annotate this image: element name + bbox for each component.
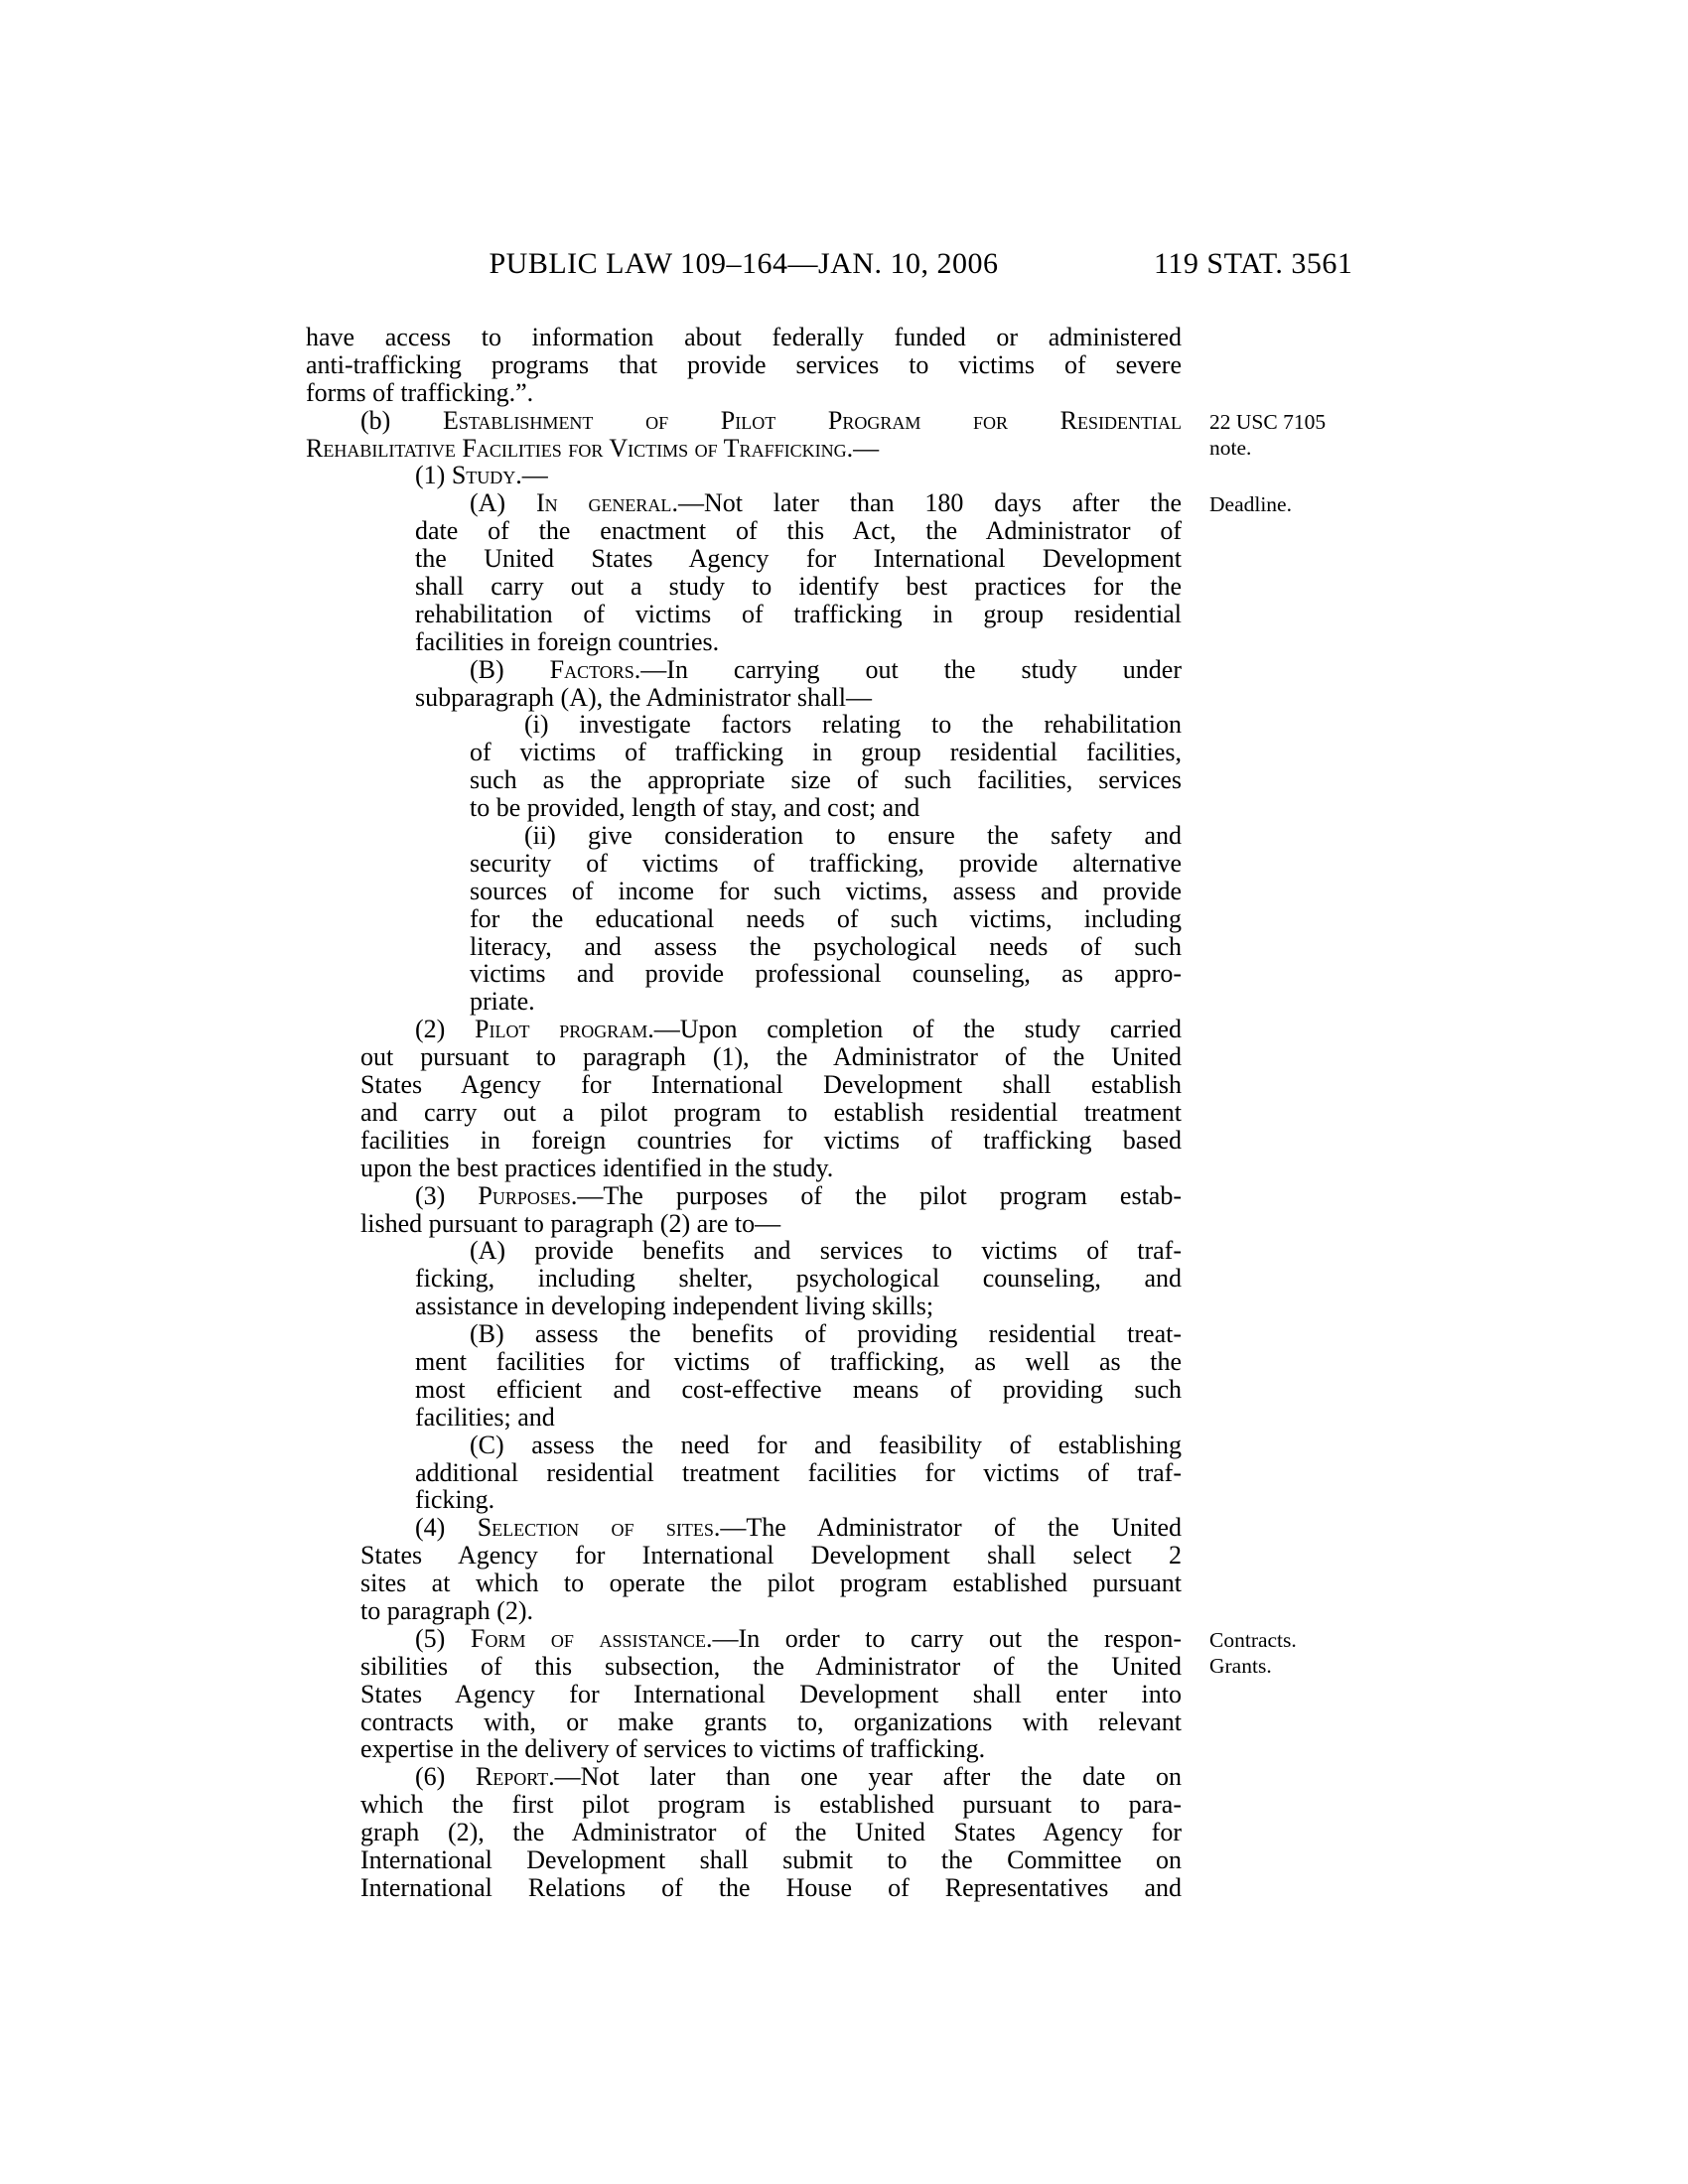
- body-line: [306, 684, 1182, 712]
- body-line: [306, 573, 1182, 601]
- body-line: [306, 545, 1182, 573]
- body-text: assistance in developing independent living skills;: [415, 1292, 934, 1321]
- body-text: (B): [470, 654, 550, 684]
- running-header-stat-citation: 119 STAT. 3561: [1154, 247, 1353, 280]
- body-text: the United States Agency for International Development: [415, 544, 1182, 574]
- body-text: (B) assess the benefits of providing residential treat-: [470, 1319, 1182, 1349]
- body-text: States Agency for International Development shall select 2: [360, 1541, 1182, 1570]
- body-line: [306, 1653, 1182, 1681]
- body-line: [306, 1210, 1182, 1238]
- body-line: [306, 1320, 1182, 1348]
- body-text: most efficient and cost-effective means of providing such: [415, 1374, 1182, 1404]
- margin-note: [1209, 1627, 1297, 1679]
- body-line: [306, 1625, 1182, 1653]
- small-caps-heading-text: Rehabilitative Facilities for Victims of Trafficking: [306, 433, 847, 463]
- body-text: graph (2), the Administrator of the United States Agency for: [360, 1818, 1182, 1847]
- body-text: (A): [470, 488, 536, 518]
- body-text: forms of trafficking.”.: [306, 377, 534, 407]
- body-line: [306, 1265, 1182, 1293]
- body-text: for the educational needs of such victims, including: [470, 903, 1182, 933]
- body-line: [306, 1708, 1182, 1736]
- body-text: upon the best practices identified in the study.: [360, 1153, 834, 1182]
- body-text: sites at which to operate the pilot program established pursuant: [360, 1569, 1182, 1598]
- body-line: [306, 1127, 1182, 1155]
- body-line: [306, 435, 1182, 463]
- body-line: [306, 1459, 1182, 1487]
- body-text: expertise in the delivery of services to victims of trafficking.: [360, 1734, 986, 1764]
- body-text: .—Not later than one year after the date on: [548, 1762, 1182, 1792]
- body-line: [306, 489, 1182, 517]
- body-text: literacy, and assess the psychological needs of such: [470, 931, 1182, 961]
- body-text: .—In carrying out the study under: [633, 654, 1182, 684]
- body-text: .—The Administrator of the United: [713, 1513, 1182, 1543]
- margin-note: [1209, 491, 1292, 517]
- body-text: (b): [360, 405, 443, 435]
- body-text: contracts with, or make grants to, organizations with relevant: [360, 1706, 1182, 1736]
- small-caps-heading-text: Purposes: [478, 1180, 571, 1210]
- body-text: sibilities of this subsection, the Administrator of the United: [360, 1651, 1182, 1681]
- body-line: [306, 351, 1182, 379]
- body-text: to paragraph (2).: [360, 1595, 533, 1625]
- body-line: [306, 850, 1182, 878]
- margin-note-line: Grants.: [1209, 1654, 1272, 1679]
- body-text: ficking, including shelter, psychological counseling, and: [415, 1264, 1182, 1294]
- body-line: [306, 1819, 1182, 1846]
- body-line: [306, 1432, 1182, 1459]
- body-line: [306, 407, 1182, 435]
- body-text: States Agency for International Development shall establish: [360, 1070, 1182, 1100]
- body-line: [306, 1376, 1182, 1404]
- body-text: and carry out a pilot program to establish residential treatment: [360, 1097, 1182, 1127]
- body-text: (4): [415, 1513, 478, 1543]
- body-line: [306, 988, 1182, 1016]
- body-line: [306, 739, 1182, 766]
- margin-note: [1209, 409, 1326, 461]
- body-line: [306, 1846, 1182, 1874]
- body-text: additional residential treatment facilities for victims of traf-: [415, 1457, 1182, 1487]
- body-line: [306, 462, 1182, 489]
- margin-note-line: 22 USC 7105: [1209, 409, 1327, 434]
- body-text: (3): [415, 1180, 479, 1210]
- body-text: which the first pilot program is established pursuant to para-: [360, 1790, 1182, 1820]
- body-line: [306, 1071, 1182, 1099]
- margin-note-line: Deadline.: [1209, 492, 1292, 517]
- body-text: (A) provide benefits and services to victims of traf-: [470, 1236, 1182, 1266]
- body-line: [306, 1514, 1182, 1542]
- body-text: facilities; and: [415, 1402, 555, 1432]
- margin-note-line: Contracts.: [1209, 1628, 1297, 1653]
- body-text: International Development shall submit to the Committee on: [360, 1844, 1182, 1874]
- body-text: out pursuant to paragraph (1), the Administrator of the United: [360, 1042, 1182, 1072]
- running-header-law-title: PUBLIC LAW 109–164—JAN. 10, 2006: [489, 247, 999, 280]
- body-text: (2): [415, 1015, 476, 1044]
- body-text: (5): [415, 1623, 471, 1653]
- body-line: [306, 1735, 1182, 1763]
- body-text: to be provided, length of stay, and cost; and: [470, 793, 920, 823]
- body-line: [306, 905, 1182, 933]
- body-text: .—: [515, 461, 548, 490]
- body-text: rehabilitation of victims of trafficking in group residential: [415, 599, 1182, 628]
- margin-note-line: note.: [1209, 435, 1252, 460]
- body-line: [306, 1542, 1182, 1570]
- body-text: .—Upon completion of the study carried: [647, 1015, 1182, 1044]
- body-line: [306, 1486, 1182, 1514]
- body-line: [306, 1597, 1182, 1625]
- body-text: have access to information about federally funded or administered: [306, 323, 1182, 351]
- body-text: (1): [415, 461, 452, 490]
- body-text: such as the appropriate size of such facilities, services: [470, 765, 1182, 795]
- body-text: victims and provide professional counseling, as appro-: [470, 959, 1182, 989]
- body-line: [306, 1791, 1182, 1819]
- small-caps-heading-text: Study: [451, 461, 516, 490]
- body-line: [306, 1763, 1182, 1791]
- body-text: facilities in foreign countries.: [415, 626, 720, 656]
- body-text: International Relations of the House of Representatives and: [360, 1872, 1182, 1902]
- body-text: security of victims of trafficking, provide alternative: [470, 848, 1182, 878]
- body-line: [306, 1043, 1182, 1071]
- body-line: [306, 1404, 1182, 1432]
- body-line: [306, 878, 1182, 905]
- body-line: [306, 933, 1182, 961]
- body-text: date of the enactment of this Act, the Administrator of: [415, 516, 1182, 546]
- body-line: [306, 1016, 1182, 1043]
- body-line: [306, 324, 1182, 351]
- body-line: [306, 1155, 1182, 1182]
- body-line: [306, 379, 1182, 407]
- body-text: facilities in foreign countries for victims of trafficking based: [360, 1125, 1182, 1155]
- body-line: [306, 960, 1182, 988]
- body-line: [306, 1237, 1182, 1265]
- statute-text-column: [306, 324, 1182, 1902]
- body-text: .—Not later than 180 days after the: [671, 488, 1182, 518]
- body-text: .—: [846, 433, 880, 463]
- body-line: [306, 711, 1182, 739]
- body-text: ficking.: [415, 1485, 495, 1515]
- body-line: [306, 1874, 1182, 1902]
- body-line: [306, 1681, 1182, 1708]
- small-caps-heading-text: Report: [475, 1762, 549, 1792]
- body-line: [306, 794, 1182, 822]
- body-text: of victims of trafficking in group residential facilities,: [470, 738, 1182, 767]
- body-text: (ii) give consideration to ensure the safety and: [524, 821, 1182, 851]
- body-text: sources of income for such victims, assess and provide: [470, 876, 1182, 905]
- small-caps-heading-text: Selection of sites: [477, 1513, 714, 1543]
- body-line: [306, 1570, 1182, 1597]
- body-line: [306, 1293, 1182, 1320]
- body-line: [306, 766, 1182, 794]
- body-text: anti-trafficking programs that provide services to victims of severe: [306, 349, 1182, 379]
- body-text: (i) investigate factors relating to the rehabilitation: [524, 710, 1182, 740]
- body-text: priate.: [470, 987, 535, 1017]
- body-text: lished pursuant to paragraph (2) are to—: [360, 1208, 781, 1238]
- body-text: .—The purposes of the pilot program estab-: [570, 1180, 1182, 1210]
- body-text: subparagraph (A), the Administrator shall—: [415, 682, 872, 712]
- small-caps-heading-text: Pilot program: [475, 1015, 648, 1044]
- body-text: States Agency for International Development shall enter into: [360, 1679, 1182, 1708]
- body-line: [306, 628, 1182, 656]
- small-caps-heading-text: Factors: [549, 654, 634, 684]
- small-caps-heading-text: Establishment of Pilot Program for Residential: [442, 405, 1182, 435]
- body-line: [306, 822, 1182, 850]
- body-line: [306, 656, 1182, 684]
- body-text: (6): [415, 1762, 476, 1792]
- body-line: [306, 1182, 1182, 1210]
- body-line: [306, 1348, 1182, 1376]
- small-caps-heading-text: In general: [535, 488, 672, 518]
- body-text: (C) assess the need for and feasibility of establishing: [470, 1430, 1182, 1459]
- body-line: [306, 601, 1182, 628]
- body-text: shall carry out a study to identify best practices for the: [415, 572, 1182, 602]
- small-caps-heading-text: Form of assistance: [470, 1623, 707, 1653]
- body-text: ment facilities for victims of trafficking, as well as the: [415, 1346, 1182, 1376]
- body-text: .—In order to carry out the respon-: [706, 1623, 1182, 1653]
- body-line: [306, 1099, 1182, 1127]
- body-line: [306, 517, 1182, 545]
